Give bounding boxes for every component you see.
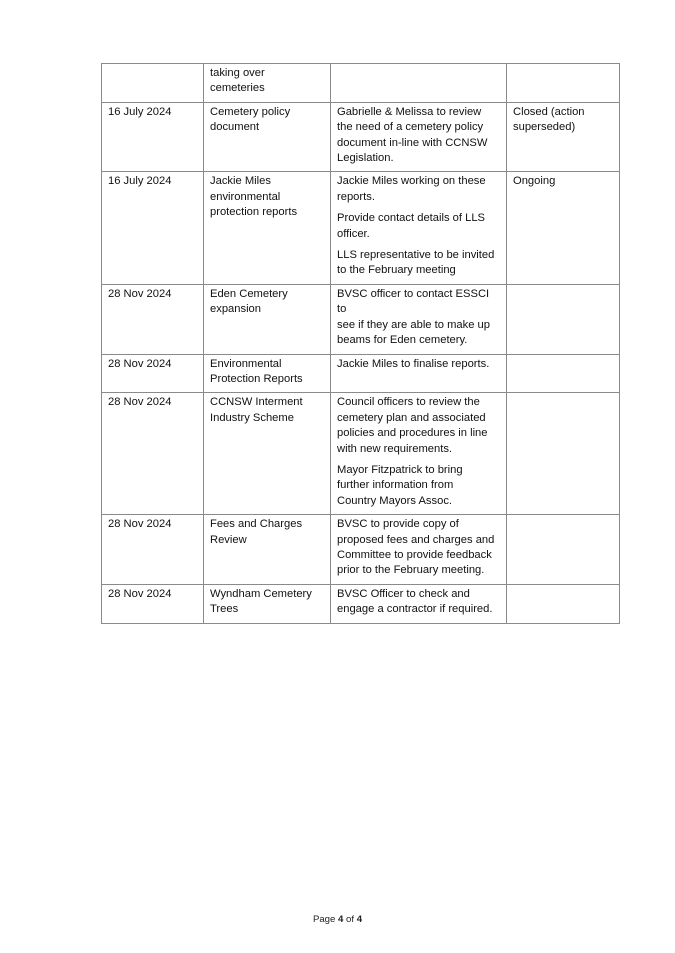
table-row: [102, 584, 620, 623]
status-cell: [507, 102, 620, 172]
action-line: see if they are able to make up: [337, 318, 490, 331]
action-line: with new requirements.: [337, 442, 453, 455]
item-line: Jackie Miles: [210, 175, 271, 188]
meeting-date: 28 Nov 2024: [108, 287, 172, 300]
item-line: document: [210, 121, 260, 134]
status-cell: [507, 284, 620, 354]
action-status: Closed (action superseded): [513, 105, 585, 134]
action-line: Jackie Miles to finalise reports.: [337, 357, 490, 370]
date-cell: [102, 515, 204, 585]
status-cell: [507, 354, 620, 393]
date-cell: [102, 584, 204, 623]
item-line: Fees and Charges: [210, 518, 303, 531]
meeting-date: 16 July 2024: [108, 175, 172, 188]
date-cell: [102, 284, 204, 354]
action-line: cemetery plan and associated: [337, 411, 486, 424]
table-row: [102, 102, 620, 172]
action-line: Mayor Fitzpatrick to bring: [337, 463, 463, 476]
table-row: [102, 393, 620, 515]
action-line: Jackie Miles working on these: [337, 175, 486, 188]
action-line: BVSC Officer to check and: [337, 587, 470, 600]
item-cell: [204, 393, 331, 515]
action-paragraph: [337, 395, 500, 457]
action-line: LLS representative to be invited: [337, 249, 495, 262]
item-cell: [204, 284, 331, 354]
action-paragraph: [337, 174, 500, 205]
table-row: [102, 64, 620, 103]
action-line: Gabrielle & Melissa to review: [337, 105, 482, 118]
item-cell: [204, 515, 331, 585]
action-line: Country Mayors Assoc.: [337, 494, 453, 507]
date-cell: [102, 64, 204, 103]
action-line: further information from: [337, 479, 454, 492]
action-line: prior to the February meeting.: [337, 564, 485, 577]
footer-of-label: of: [346, 914, 355, 925]
action-line: Committee to provide feedback: [337, 548, 492, 561]
table-row: [102, 354, 620, 393]
action-paragraph: [337, 357, 500, 372]
action-paragraph: [337, 463, 500, 509]
meeting-date: 16 July 2024: [108, 105, 172, 118]
action-status: Ongoing: [513, 175, 556, 188]
action-paragraph: [337, 248, 500, 279]
action-line: officer.: [337, 227, 370, 240]
action-cell: [331, 393, 507, 515]
action-line: proposed fees and charges and: [337, 533, 495, 546]
item-line: Eden Cemetery: [210, 287, 288, 300]
action-paragraph: [337, 287, 500, 349]
status-cell: [507, 584, 620, 623]
action-cell: [331, 102, 507, 172]
action-cell: [331, 515, 507, 585]
footer-total-pages: 4: [356, 914, 363, 925]
table-row: [102, 515, 620, 585]
item-line: taking over: [210, 67, 265, 79]
action-line: BVSC to provide copy of: [337, 518, 459, 531]
item-line: Review: [210, 533, 247, 546]
item-line: Wyndham Cemetery: [210, 587, 312, 600]
item-cell: [204, 172, 331, 284]
action-line: engage a contractor if required.: [337, 603, 493, 616]
action-cell: [331, 584, 507, 623]
action-line: to the February meeting: [337, 264, 456, 277]
status-cell: [507, 64, 620, 103]
status-cell: [507, 515, 620, 585]
action-line: the need of a cemetery policy: [337, 121, 484, 134]
action-paragraph: [337, 587, 500, 618]
item-cell: [204, 584, 331, 623]
footer-page-label: Page: [312, 914, 336, 925]
action-cell: [331, 284, 507, 354]
item-line: CCNSW Interment: [210, 396, 303, 409]
page-footer: [0, 914, 675, 925]
item-line: Industry Scheme: [210, 411, 294, 424]
table-row: [102, 284, 620, 354]
date-cell: [102, 172, 204, 284]
meeting-date: 28 Nov 2024: [108, 587, 172, 600]
item-line: Cemetery policy: [210, 105, 291, 118]
date-cell: [102, 354, 204, 393]
item-line: Protection Reports: [210, 372, 303, 385]
action-line: Council officers to review the: [337, 396, 480, 409]
action-paragraph: [337, 105, 500, 167]
item-cell: [204, 64, 331, 103]
action-cell: [331, 354, 507, 393]
action-line: BVSC officer to contact ESSCI to: [337, 287, 490, 316]
action-line: policies and procedures in line: [337, 427, 488, 440]
meeting-date: 28 Nov 2024: [108, 518, 172, 531]
item-line: Trees: [210, 603, 239, 616]
action-paragraph: [337, 211, 500, 242]
table-row: [102, 172, 620, 284]
action-line: Legislation.: [337, 152, 394, 165]
item-line: protection reports: [210, 206, 298, 219]
date-cell: [102, 102, 204, 172]
meeting-date: 28 Nov 2024: [108, 357, 172, 370]
action-line: beams for Eden cemetery.: [337, 334, 468, 347]
item-line: cemeteries: [210, 82, 265, 95]
status-cell: [507, 393, 620, 515]
action-cell: [331, 64, 507, 103]
action-line: reports.: [337, 190, 375, 203]
action-cell: [331, 172, 507, 284]
action-table: [101, 63, 620, 624]
item-line: expansion: [210, 303, 262, 316]
item-line: Environmental: [210, 357, 282, 370]
status-cell: [507, 172, 620, 284]
meeting-date: 28 Nov 2024: [108, 396, 172, 409]
item-cell: [204, 354, 331, 393]
item-cell: [204, 102, 331, 172]
action-line: document in-line with CCNSW: [337, 136, 488, 149]
footer-current-page: 4: [338, 914, 344, 925]
action-paragraph: [337, 517, 500, 579]
date-cell: [102, 393, 204, 515]
item-line: environmental: [210, 190, 281, 203]
action-line: Provide contact details of LLS: [337, 212, 486, 225]
